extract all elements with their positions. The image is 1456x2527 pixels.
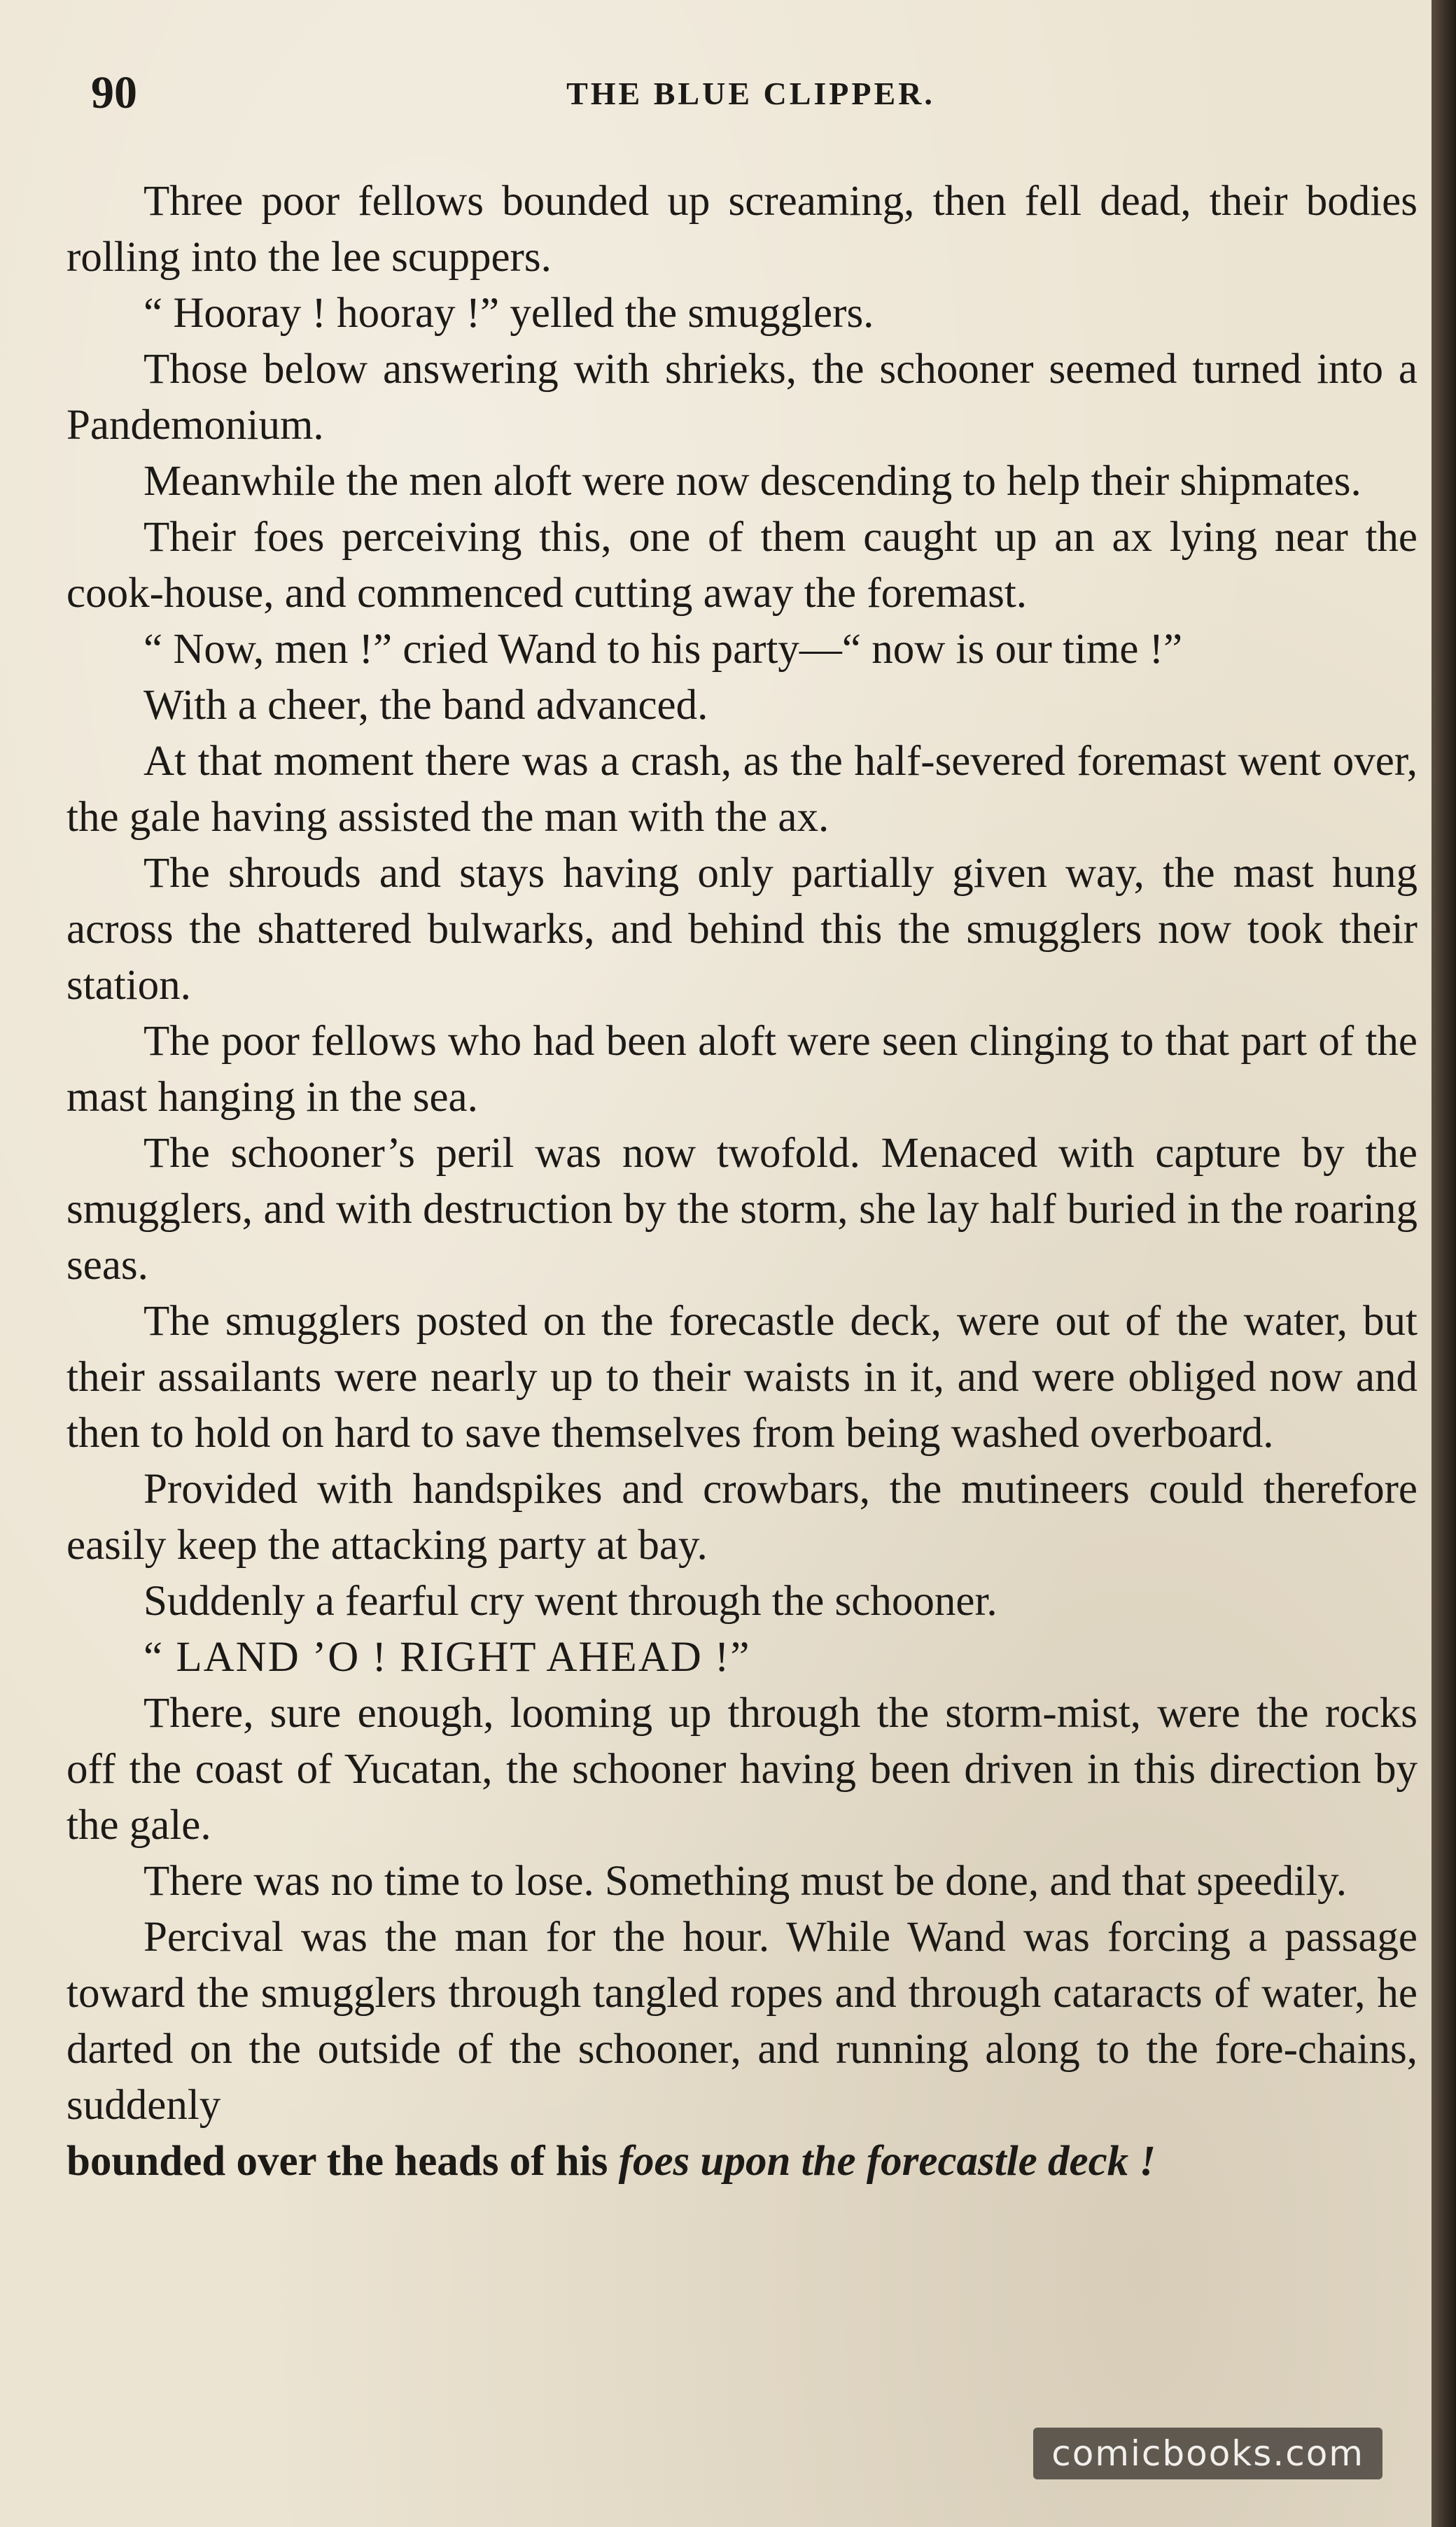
final-line [66,2134,1418,2190]
watermark: comicbooks.com [1033,2428,1382,2479]
paragraph: Three poor fellows bounded up screaming, then fell dead, their bodies rolling into the lee scuppers. [66,178,1418,281]
paragraph: The poor fellows who had been aloft were seen clinging to that part of the mast hanging in the sea. [66,1018,1418,1121]
body-text [66,174,1418,2190]
final-line-plain: bounded over the heads of his [66,2138,619,2185]
paragraph: Provided with handspikes and crowbars, the mutineers could therefore easily keep the attacking party at bay. [66,1466,1418,1569]
book-spine-shadow [1432,0,1456,2527]
paragraph: Suddenly a fearful cry went through the schooner. [144,1578,997,1625]
paragraph: “ Hooray ! hooray !” yelled the smugglers. [144,290,874,337]
paragraph: Percival was the man for the hour. While Wand was forcing a passage toward the smugglers through tangled ropes and through cataracts of water, he darted on the outside of the schooner, and running along to the fore-chains, suddenly [66,1914,1418,2129]
paragraph: The schooner’s peril was now twofold. Menaced with capture by the smugglers, and with destruction by the storm, she lay half buried in the roaring seas. [66,1130,1418,1289]
page-header [91,66,1326,130]
paragraph: “ Now, men !” cried Wand to his party—“ now is our time !” [144,626,1183,673]
paragraph: There, sure enough, looming up through the storm-mist, were the rocks off the coast of Yucatan, the schooner having been driven in this direction by the gale. [66,1690,1418,1849]
paragraph-shout: “ LAND ’O ! RIGHT AHEAD !” [144,1634,751,1681]
page-number: 90 [91,67,137,118]
paragraph: Those below answering with shrieks, the schooner seemed turned into a Pandemonium. [66,346,1418,449]
running-head: THE BLUE CLIPPER. [566,76,935,111]
paragraph: At that moment there was a crash, as the half-severed foremast went over, the gale having assisted the man with the ax. [66,738,1418,841]
paragraph: Their foes perceiving this, one of them caught up an ax lying near the cook-house, and commenced cutting away the foremast. [66,514,1418,617]
paragraph: Meanwhile the men aloft were now descending to help their shipmates. [144,458,1362,505]
final-line-italic: foes upon the forecastle deck ! [618,2138,1156,2185]
paragraph: The smugglers posted on the forecastle deck, were out of the water, but their assailants were nearly up to their waists in it, and were obliged now and then to hold on hard to save themselves from being washed overboard. [66,1298,1418,1457]
paragraph: With a cheer, the band advanced. [144,682,708,729]
paragraph: The shrouds and stays having only partially given way, the mast hung across the shattered bulwarks, and behind this the smugglers now took their station. [66,850,1418,1009]
paragraph: There was no time to lose. Something must be done, and that speedily. [144,1858,1347,1905]
